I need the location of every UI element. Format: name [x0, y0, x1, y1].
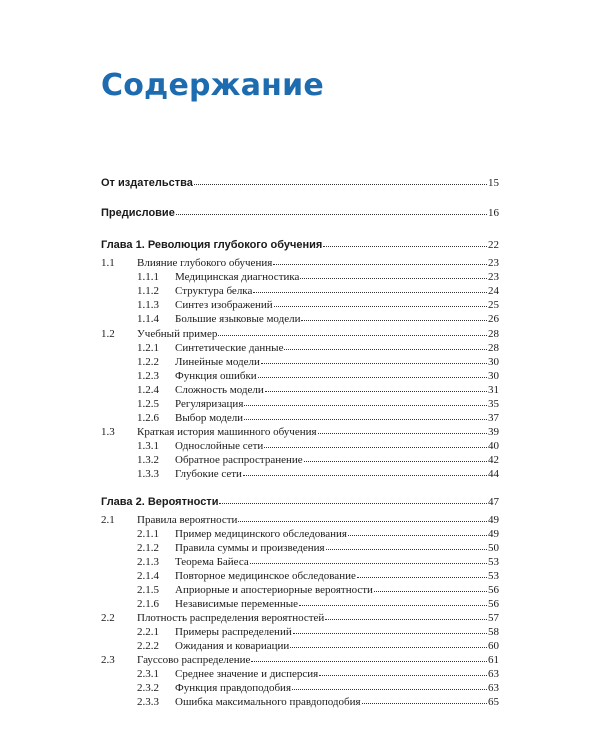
toc-section[interactable]	[137, 611, 499, 625]
dot-leader	[326, 548, 487, 550]
page-title: Содержание	[101, 68, 324, 103]
toc-section-title: Учебный пример	[137, 328, 218, 340]
toc-section-number: 1.3	[101, 426, 115, 438]
toc-subsection[interactable]	[175, 639, 499, 653]
toc-subsection-title: Структура белка	[175, 285, 253, 297]
toc-subsection-number: 2.2.1	[137, 626, 159, 638]
dot-leader	[261, 362, 487, 364]
dot-leader	[362, 702, 487, 704]
toc-subsection-page: 49	[488, 528, 499, 540]
toc-section-page: 23	[488, 257, 499, 269]
toc-subsection[interactable]	[175, 312, 499, 326]
toc-section-title: Краткая история машинного обучения	[137, 426, 317, 438]
toc-subsection[interactable]	[175, 453, 499, 467]
toc-entry-publisher[interactable]	[101, 176, 499, 190]
toc-section-page: 39	[488, 426, 499, 438]
dot-leader	[301, 319, 487, 321]
dot-leader	[265, 390, 487, 392]
toc-section[interactable]	[137, 425, 499, 439]
toc-subsection-number: 1.3.2	[137, 454, 159, 466]
toc-subsection-page: 28	[488, 342, 499, 354]
toc-subsection-page: 58	[488, 626, 499, 638]
toc-subsection-title: Ожидания и ковариации	[175, 640, 290, 652]
dot-leader	[319, 674, 487, 676]
toc-subsection-number: 1.1.1	[137, 271, 159, 283]
toc-subsection-number: 1.2.2	[137, 356, 159, 368]
toc-chapter-1[interactable]	[101, 238, 499, 252]
toc-section-title: Плотность распределения вероятностей	[137, 612, 325, 624]
toc-subsection-page: 23	[488, 271, 499, 283]
toc-subsection-page: 53	[488, 570, 499, 582]
toc-subsection[interactable]	[175, 355, 499, 369]
toc-chapter-page: 47	[488, 496, 499, 508]
dot-leader	[258, 376, 487, 378]
toc-subsection[interactable]	[175, 467, 499, 481]
toc-subsection[interactable]	[175, 569, 499, 583]
toc-section-page: 61	[488, 654, 499, 666]
toc-subsection-page: 56	[488, 598, 499, 610]
dot-leader	[292, 688, 487, 690]
toc-subsection-page: 42	[488, 454, 499, 466]
toc-section[interactable]	[137, 256, 499, 270]
toc-section-number: 1.2	[101, 328, 115, 340]
toc-subsection-title: Независимые переменные	[175, 598, 299, 610]
toc-chapter-page: 22	[488, 239, 499, 251]
toc-subsection-title: Повторное медицинское обследование	[175, 570, 356, 582]
dot-leader	[290, 646, 487, 648]
dot-leader	[219, 502, 487, 504]
toc-subsection[interactable]	[175, 555, 499, 569]
toc-subsection-title: Синтетические данные	[175, 342, 284, 354]
toc-subsection-number: 1.2.1	[137, 342, 159, 354]
dot-leader	[273, 263, 487, 265]
toc-subsection-number: 1.3.1	[137, 440, 159, 452]
toc-chapter-2[interactable]	[101, 495, 499, 509]
toc-section-number: 2.2	[101, 612, 115, 624]
toc-subsection-title: Среднее значение и дисперсия	[175, 668, 319, 680]
toc-subsection-number: 1.1.3	[137, 299, 159, 311]
toc-subsection-number: 2.3.2	[137, 682, 159, 694]
toc-subsection-number: 2.1.3	[137, 556, 159, 568]
toc-section[interactable]	[137, 327, 499, 341]
toc-subsection-title: Пример медицинского обследования	[175, 528, 347, 540]
toc-subsection[interactable]	[175, 439, 499, 453]
toc-section-page: 49	[488, 514, 499, 526]
toc-subsection-page: 50	[488, 542, 499, 554]
toc-subsection-page: 56	[488, 584, 499, 596]
toc-subsection-number: 2.1.6	[137, 598, 159, 610]
toc-section[interactable]	[137, 653, 499, 667]
toc-section-number: 2.1	[101, 514, 115, 526]
toc-subsection-number: 1.3.3	[137, 468, 159, 480]
dot-leader	[253, 291, 487, 293]
toc-subsection-number: 1.1.2	[137, 285, 159, 297]
toc-subsection[interactable]	[175, 298, 499, 312]
toc-subsection-page: 63	[488, 682, 499, 694]
dot-leader	[176, 213, 487, 215]
toc-subsection-number: 2.1.4	[137, 570, 159, 582]
toc-subsection[interactable]	[175, 369, 499, 383]
toc-subsection-page: 40	[488, 440, 499, 452]
toc-subsection[interactable]	[175, 597, 499, 611]
toc-subsection-number: 1.2.3	[137, 370, 159, 382]
toc-subsection-number: 2.2.2	[137, 640, 159, 652]
toc-subsection[interactable]	[175, 411, 499, 425]
toc-subsection-title: Глубокие сети	[175, 468, 242, 480]
dot-leader	[238, 520, 487, 522]
toc-subsection[interactable]	[175, 270, 499, 284]
toc-subsection-title: Медицинская диагностика	[175, 271, 300, 283]
toc-section-number: 1.1	[101, 257, 115, 269]
dot-leader	[251, 660, 487, 662]
toc-section-page: 57	[488, 612, 499, 624]
toc-subsection-title: Большие языковые модели	[175, 313, 301, 325]
toc-subsection-number: 1.2.4	[137, 384, 159, 396]
toc-subsection-page: 53	[488, 556, 499, 568]
toc-subsection-title: Сложность модели	[175, 384, 264, 396]
dot-leader	[194, 183, 487, 185]
toc-chapter-title: Глава 1. Революция глубокого обучения	[101, 239, 323, 251]
toc-subsection-number: 2.1.2	[137, 542, 159, 554]
toc-subsection-page: 26	[488, 313, 499, 325]
toc-subsection-number: 2.1.1	[137, 528, 159, 540]
toc-subsection-number: 2.1.5	[137, 584, 159, 596]
toc-subsection[interactable]	[175, 667, 499, 681]
toc-subsection-page: 63	[488, 668, 499, 680]
toc-subsection[interactable]	[175, 284, 499, 298]
dot-leader	[300, 277, 487, 279]
toc-subsection[interactable]	[175, 695, 499, 709]
toc-subsection-title: Правила суммы и произведения	[175, 542, 325, 554]
toc-entry-title: Предисловие	[101, 207, 175, 219]
toc-subsection-title: Однослойные сети	[175, 440, 264, 452]
toc-subsection-page: 25	[488, 299, 499, 311]
dot-leader	[293, 632, 487, 634]
toc-subsection-number: 2.3.3	[137, 696, 159, 708]
toc-subsection-page: 30	[488, 370, 499, 382]
dot-leader	[325, 618, 487, 620]
dot-leader	[299, 604, 487, 606]
dot-leader	[244, 404, 487, 406]
toc-entry-title: От издательства	[101, 177, 193, 189]
toc-section-title: Влияние глубокого обучения	[137, 257, 273, 269]
toc-subsection-title: Функция ошибки	[175, 370, 257, 382]
toc-subsection-title: Примеры распределений	[175, 626, 292, 638]
toc-subsection-title: Теорема Байеса	[175, 556, 249, 568]
toc-subsection[interactable]	[175, 527, 499, 541]
toc-entry-page: 15	[488, 177, 499, 189]
toc-subsection-number: 1.2.6	[137, 412, 159, 424]
toc-subsection-page: 24	[488, 285, 499, 297]
toc-subsection-number: 1.1.4	[137, 313, 159, 325]
dot-leader	[244, 418, 487, 420]
dot-leader	[323, 245, 487, 247]
toc-entry-page: 16	[488, 207, 499, 219]
dot-leader	[304, 460, 487, 462]
toc-subsection-page: 60	[488, 640, 499, 652]
toc-section-title: Гауссово распределение	[137, 654, 251, 666]
dot-leader	[357, 576, 487, 578]
toc-subsection[interactable]	[175, 341, 499, 355]
toc-subsection[interactable]	[175, 681, 499, 695]
toc-subsection-page: 30	[488, 356, 499, 368]
toc-subsection-page: 44	[488, 468, 499, 480]
toc-chapter-title: Глава 2. Вероятности	[101, 496, 219, 508]
toc-subsection-page: 65	[488, 696, 499, 708]
dot-leader	[284, 348, 487, 350]
toc-subsection-number: 1.2.5	[137, 398, 159, 410]
toc-subsection-page: 31	[488, 384, 499, 396]
toc-subsection[interactable]	[175, 541, 499, 555]
toc-subsection[interactable]	[175, 383, 499, 397]
toc-subsection-title: Синтез изображений	[175, 299, 273, 311]
dot-leader	[274, 305, 487, 307]
toc-subsection[interactable]	[175, 397, 499, 411]
toc-subsection-page: 35	[488, 398, 499, 410]
toc-section[interactable]	[137, 513, 499, 527]
dot-leader	[318, 432, 487, 434]
toc-subsection-number: 2.3.1	[137, 668, 159, 680]
toc-subsection-title: Обратное распространение	[175, 454, 303, 466]
dot-leader	[243, 474, 487, 476]
toc-section-page: 28	[488, 328, 499, 340]
dot-leader	[218, 334, 487, 336]
toc-subsection-title: Функция правдоподобия	[175, 682, 291, 694]
toc-subsection[interactable]	[175, 625, 499, 639]
toc-subsection[interactable]	[175, 583, 499, 597]
toc-section-number: 2.3	[101, 654, 115, 666]
toc-subsection-title: Выбор модели	[175, 412, 244, 424]
dot-leader	[250, 562, 487, 564]
dot-leader	[264, 446, 487, 448]
toc-section-title: Правила вероятности	[137, 514, 238, 526]
toc-subsection-title: Линейные модели	[175, 356, 260, 368]
toc-subsection-title: Ошибка максимального правдоподобия	[175, 696, 361, 708]
toc-subsection-page: 37	[488, 412, 499, 424]
toc-entry-preface[interactable]	[101, 206, 499, 220]
dot-leader	[348, 534, 487, 536]
toc-subsection-title: Априорные и апостериорные вероятности	[175, 584, 373, 596]
dot-leader	[374, 590, 487, 592]
toc-subsection-title: Регуляризация	[175, 398, 244, 410]
